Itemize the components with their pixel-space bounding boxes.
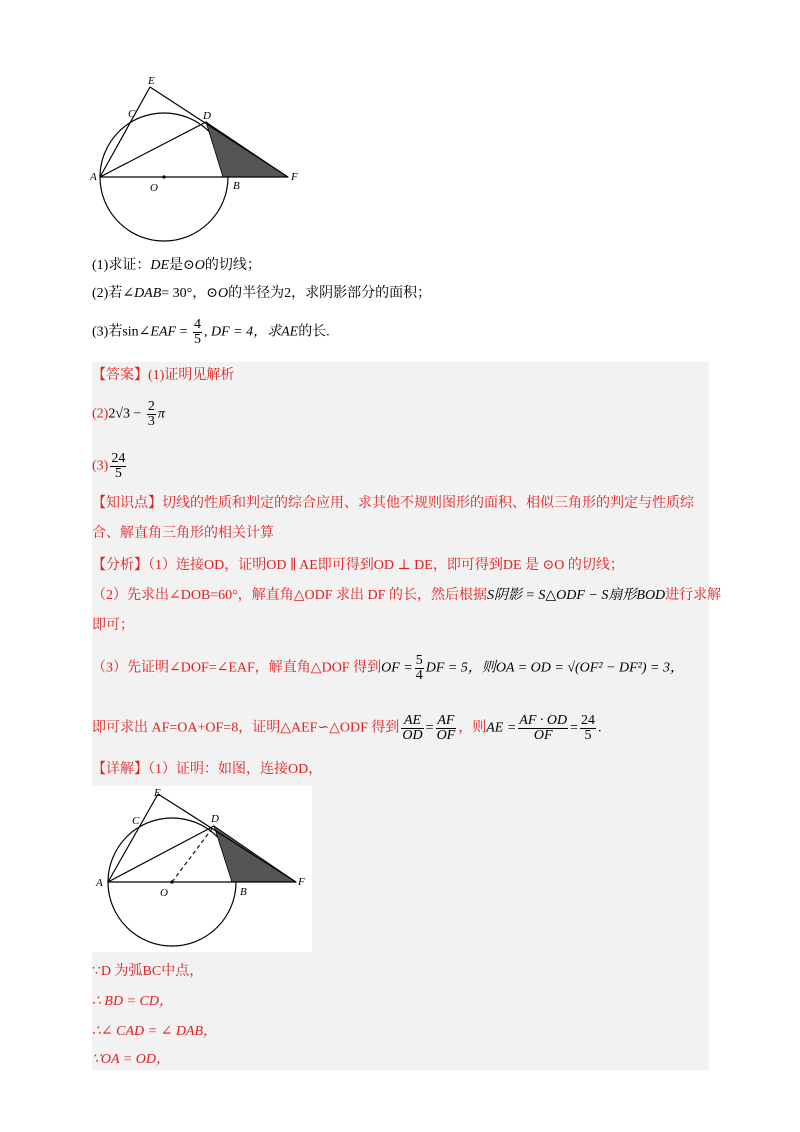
detail-tag: 【详解】: [92, 762, 148, 777]
q3-suffix: 的长.: [298, 324, 330, 340]
detail-s1: ∵D 为弧BC中点，: [92, 964, 204, 979]
answer-line-1: [92, 366, 234, 386]
analysis-p4-eq2: =: [570, 720, 579, 736]
analysis-p4-frac1: [401, 714, 423, 743]
analysis-p3-mid: DF = 5，则: [425, 660, 496, 676]
q2-circle: ⊙O: [206, 286, 229, 301]
detail-step-2: [92, 992, 173, 1012]
analysis-p4-frac3: [518, 714, 568, 743]
knowledge-tag: 【知识点】: [92, 496, 162, 511]
answer-line-2: [92, 400, 165, 429]
label-C-2: C: [132, 815, 140, 827]
q3-frac-num: 4: [193, 317, 201, 332]
label-A: A: [90, 171, 97, 183]
label-B-2: B: [240, 886, 247, 898]
q1-mid: 是: [169, 258, 183, 273]
knowledge-text-1: 切线的性质和判定的综合应用、求其他不规则图形的面积、相似三角形的判定与性质综: [162, 496, 694, 511]
answer-2-prefix: (2): [92, 406, 109, 422]
knowledge-line-2: [92, 524, 274, 544]
analysis-p4-frac2: [436, 714, 457, 743]
q3-prefix: (3)若sin∠: [92, 324, 151, 340]
knowledge-line-1: [92, 494, 694, 514]
analysis-p1: （1）连接OD，证明OD ∥ AE即可得到OD ⊥ DE，即可得到DE 是 ⊙O 的切线；: [148, 558, 624, 573]
analysis-p4-ae: AE =: [486, 720, 517, 736]
q1-expr: DE: [150, 258, 169, 273]
analysis-p3-fraction: [415, 654, 424, 683]
knowledge-text-2: 合、解直角三角形的相关计算: [92, 526, 274, 541]
analysis-p4-end: .: [598, 720, 602, 736]
answer-2-frac-den: 3: [147, 414, 155, 429]
q2-suffix: 的半径为2，求阴影部分的面积；: [228, 286, 432, 301]
answer-2-expr: 2√3 −: [108, 406, 142, 422]
q1-suffix: 的切线；: [204, 258, 261, 273]
analysis-line-5: [92, 714, 602, 743]
analysis-line-2: [92, 586, 721, 606]
analysis-p4-frac4: [580, 714, 596, 743]
analysis-p3-frac-den: 4: [415, 668, 423, 683]
question-1: [92, 256, 261, 276]
detail-line-1: [92, 760, 322, 780]
analysis-tag: 【分析】: [92, 558, 148, 573]
analysis-p4-frac4-num: 24: [581, 713, 596, 728]
answer-3-fraction: [110, 452, 126, 481]
answer-3-frac-num: 24: [111, 451, 126, 466]
label-O: O: [150, 182, 158, 194]
analysis-p4-then: ，则: [458, 720, 487, 736]
analysis-p4-frac1-num: AE: [401, 714, 423, 729]
analysis-p4-frac2-den: OF: [436, 728, 456, 743]
answer-1: (1)证明见解析: [148, 368, 235, 383]
analysis-p4-frac3-den: OF: [533, 728, 553, 743]
detail-step-4: [92, 1050, 170, 1070]
analysis-p4-frac3-num: AF · OD: [519, 713, 568, 728]
analysis-p4a: 即可求出 AF=OA+OF=8，证明△AEF∽△ODF 得到: [92, 720, 400, 736]
analysis-p3-of: OF =: [381, 660, 413, 676]
analysis-p3a: （3）先证明∠DOF=∠EAF，解直角△DOF 得到: [92, 660, 382, 676]
label-D: D: [203, 110, 211, 122]
analysis-p2b: 进行求解: [665, 588, 722, 603]
detail-step-3: [92, 1022, 217, 1042]
answer-2-pi: π: [157, 406, 165, 422]
q2-expr: DAB: [134, 286, 162, 301]
analysis-line-3: [92, 616, 134, 636]
label-F-2: F: [298, 876, 305, 888]
q1-circle: ⊙O: [183, 258, 205, 273]
label-E: E: [148, 75, 155, 87]
label-A-2: A: [96, 877, 103, 889]
detail-step-1: [92, 962, 203, 982]
geometry-figure-top: [88, 72, 318, 252]
analysis-p4-frac1-den: OD: [402, 728, 423, 743]
detail-s2: ∴ BD = CD，: [92, 994, 173, 1009]
q3-fraction: [193, 318, 202, 347]
geometry-figure-detail: [92, 786, 312, 952]
analysis-p2a: （2）先求出∠DOB=60°，解直角△ODF 求出 DF 的长，然后根据: [92, 588, 487, 603]
answer-tag: 【答案】: [92, 368, 148, 383]
label-C: C: [128, 108, 136, 120]
label-D-2: D: [211, 813, 219, 825]
analysis-p4-frac2-num: AF: [437, 713, 455, 728]
q3-ae: AE: [281, 324, 299, 340]
question-3: (3)若sin∠EAF = $\frac{4}{5}$ , DF = 4，求AE的长.: [92, 317, 330, 347]
analysis-p2-formula: S阴影 = S△ODF − S扇形BOD: [486, 588, 666, 603]
q1-prefix: (1)求证：: [92, 258, 151, 273]
label-B: B: [233, 180, 240, 192]
analysis-p4-eq: =: [425, 720, 434, 736]
label-O-2: O: [160, 887, 168, 899]
q2-prefix: (2)若∠: [92, 286, 135, 301]
analysis-p3-oa: OA = OD = √(OF² − DF²) = 3，: [495, 660, 684, 676]
answer-2-frac-num: 2: [147, 399, 155, 414]
detail-p1: （1）证明：如图，连接OD，: [148, 762, 323, 777]
answer-3-prefix: (3): [92, 458, 109, 474]
answer-2-fraction: [147, 400, 156, 429]
analysis-p4-frac4-den: 5: [584, 728, 592, 743]
q2-eq: = 30°，: [161, 286, 207, 301]
label-F: F: [291, 171, 298, 183]
answer-3-frac-den: 5: [114, 466, 122, 481]
analysis-line-1: [92, 556, 624, 576]
analysis-p2c: 即可；: [92, 618, 134, 633]
q3-frac-den: 5: [193, 332, 201, 347]
detail-s3: ∴∠ CAD = ∠ DAB，: [92, 1024, 218, 1039]
analysis-line-4: [92, 654, 684, 683]
label-E-2: E: [154, 787, 161, 799]
detail-s4: ∵OA = OD，: [92, 1052, 170, 1067]
answer-line-3: [92, 452, 128, 481]
question-2: [92, 284, 431, 304]
q3-expr: EAF: [150, 324, 177, 340]
q3-df: , DF = 4，求: [203, 324, 282, 340]
analysis-p3-frac-num: 5: [415, 653, 423, 668]
